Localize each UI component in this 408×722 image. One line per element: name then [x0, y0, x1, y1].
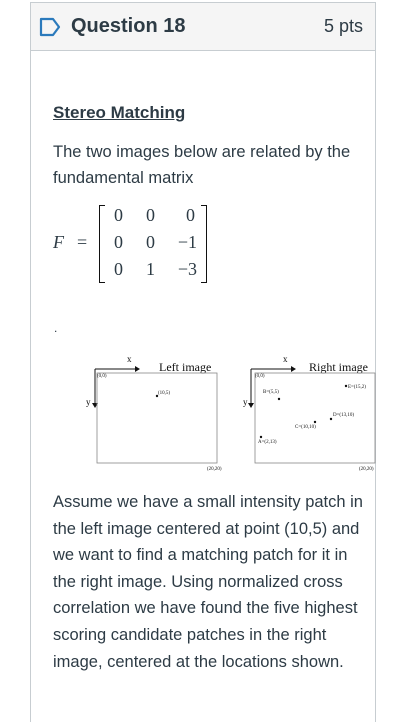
left-point-label: (10,5) — [158, 391, 171, 396]
point-e-marker — [345, 385, 347, 387]
point-e-label: E=(15,2) — [348, 385, 366, 390]
question-points: 5 pts — [323, 16, 363, 36]
left-origin-label: (0,0) — [97, 374, 107, 379]
right-x-label: x — [283, 354, 288, 364]
question-header — [31, 3, 375, 51]
matrix-symbol: F — [53, 232, 64, 252]
stereo-figure — [61, 349, 381, 479]
point-c-label: C=(10,10) — [295, 425, 316, 430]
right-y-label: y — [243, 397, 248, 407]
left-x-label: x — [127, 354, 132, 364]
right-origin-label: (0,0) — [255, 374, 265, 379]
matrix-cell: 0 — [114, 232, 123, 252]
matrix-cell: −3 — [177, 259, 197, 279]
right-corner-label: (20,20) — [359, 467, 374, 472]
section-title: Stereo Matching — [53, 103, 186, 122]
matrix-cell: 0 — [114, 259, 123, 279]
problem-description: Assume we have a small intensity patch in the left image centered at point (10,5) and we want to find a matching patch for it in the right image. Using normalized cross correlation we have found the five highest scoring candidate patches in the right image, centered at the locations shown. — [53, 493, 363, 671]
point-a-label: A=(2,13) — [258, 440, 277, 445]
right-image-panel — [243, 354, 375, 472]
left-corner-label: (20,20) — [207, 467, 222, 472]
intro-text: The two images below are related by the fundamental matrix — [53, 143, 351, 187]
left-y-label: y — [86, 397, 91, 407]
right-image-title: Right image — [309, 360, 368, 374]
matrix-cell: 1 — [146, 259, 155, 279]
question-body — [31, 103, 375, 289]
matrix-cell: 0 — [146, 232, 155, 252]
left-image-panel — [86, 354, 222, 472]
left-image-title: Left image — [159, 360, 212, 374]
matrix-cell: −1 — [177, 232, 197, 252]
point-c-marker — [314, 421, 316, 423]
matrix-bracket-right — [201, 205, 207, 283]
stray-period: . — [54, 321, 58, 335]
matrix-cell: 0 — [186, 205, 195, 225]
fundamental-matrix — [53, 203, 353, 289]
point-b-marker — [278, 398, 280, 400]
question-card — [30, 2, 376, 722]
matrix-equals: = — [77, 232, 88, 252]
matrix-cell: 0 — [114, 205, 123, 225]
left-image-frame — [97, 373, 217, 463]
point-d-label: D=(13,10) — [333, 413, 355, 418]
question-title: Question 18 — [71, 15, 186, 37]
matrix-cell: 0 — [146, 205, 155, 225]
point-d-marker — [330, 418, 332, 420]
point-b-label: B=(5,5) — [263, 390, 279, 395]
point-a-marker — [260, 436, 262, 438]
flag-outline-icon[interactable] — [39, 16, 61, 38]
